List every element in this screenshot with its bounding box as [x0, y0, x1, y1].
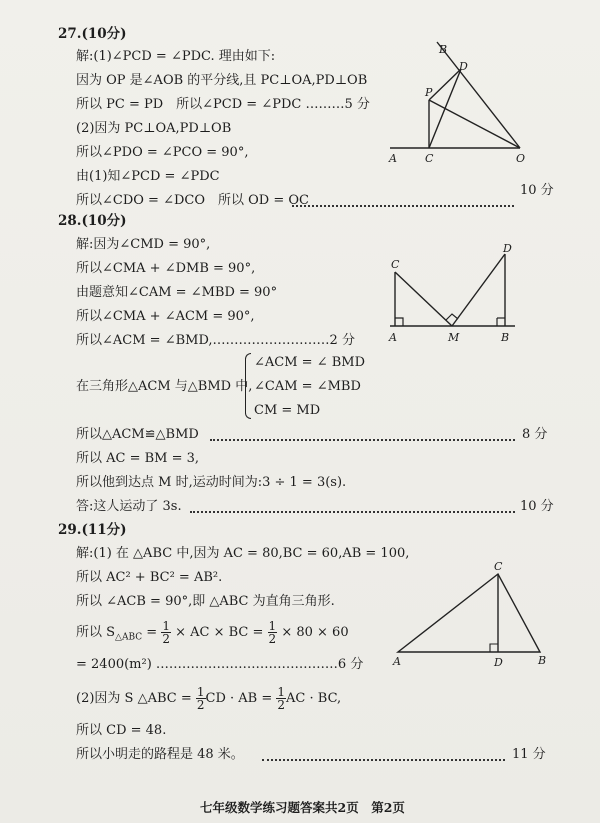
- q27-final-score: 10 分: [520, 183, 554, 198]
- q29-half-den-1: 2: [162, 632, 170, 646]
- q27-label-d: D: [459, 60, 468, 73]
- q28-answer: 答:这人运动了 3s.: [76, 499, 182, 514]
- q28-congruent: 所以△ACM≌△BMD: [76, 427, 199, 442]
- q29-half-den-2: 2: [268, 632, 277, 646]
- q28-congruent-dot-leader: [210, 439, 515, 441]
- q28-label-m: M: [448, 331, 460, 344]
- q28-header: 28.(10分): [58, 213, 127, 229]
- q27-line-4: (2)因为 PC⊥OA,PD⊥OB: [76, 121, 232, 136]
- q28-system-brace: [245, 353, 251, 419]
- q29-area-equals: =: [146, 625, 158, 640]
- q29-part2-formula: [76, 685, 341, 713]
- q27-line-3: 所以 PC = PD 所以∠PCD = ∠PDC ………5 分: [76, 97, 370, 112]
- q29-half-num-3: 1: [196, 685, 205, 699]
- q28-congruent-score: 8 分: [522, 427, 548, 442]
- q27-figure: [385, 40, 535, 170]
- q29-area-formula: [76, 619, 349, 652]
- q27-header: 27.(10分): [58, 26, 127, 42]
- q29-half-fraction-2: [268, 620, 278, 645]
- q28-line-2: 所以∠CMA + ∠DMB = 90°,: [76, 261, 256, 276]
- q28-ac-bm: 所以 AC = BM = 3,: [76, 451, 200, 466]
- q27-label-p: P: [425, 86, 433, 99]
- q29-line-2: 所以 AC² + BC² = AB².: [76, 570, 223, 585]
- q27-line-5: 所以∠PDO = ∠PCO = 90°,: [76, 145, 249, 160]
- q29-half-num-4: 1: [277, 685, 286, 699]
- q29-line-3: 所以 ∠ACB = 90°,即 △ABC 为直角三角形.: [76, 594, 335, 609]
- q29-area-subscript: △ABC: [115, 632, 143, 643]
- q29-area-result: = 2400(m²) ……………………………………6 分: [76, 657, 364, 672]
- q28-triangle-intro: 在三角形△ACM 与△BMD 中,: [76, 379, 253, 394]
- q29-half-den-3: 2: [196, 698, 205, 712]
- q27-dot-leader: [292, 205, 514, 207]
- q29-half-fraction-1: [161, 620, 171, 645]
- q27-label-o: O: [516, 152, 526, 165]
- q29-half-num-1: 1: [162, 619, 170, 633]
- q29-walk-score: 11 分: [512, 747, 546, 762]
- q29-label-b: B: [538, 654, 547, 667]
- q28-label-d: D: [503, 242, 512, 255]
- q27-label-b: B: [439, 43, 448, 56]
- q29-part2-prefix: (2)因为 S △ABC =: [76, 691, 192, 706]
- q29-figure: [390, 560, 560, 680]
- q29-header: 29.(11分): [58, 522, 127, 538]
- q28-figure: [385, 240, 525, 350]
- q29-half-num-2: 1: [268, 619, 277, 633]
- q28-system-1: ∠ACM = ∠ BMD: [254, 355, 366, 370]
- q29-area-prefix: 所以 S: [76, 625, 116, 640]
- q28-answer-score: 10 分: [520, 499, 554, 514]
- q27-line-2: 因为 OP 是∠AOB 的平分线,且 PC⊥OA,PD⊥OB: [76, 73, 368, 88]
- q28-line-5: 所以∠ACM = ∠BMD,………………………2 分: [76, 333, 355, 348]
- q28-system-2: ∠CAM = ∠MBD: [254, 379, 361, 394]
- q27-line-1: 解:(1)∠PCD = ∠PDC. 理由如下:: [76, 49, 276, 64]
- q28-label-c: C: [391, 258, 400, 271]
- q27-label-a: A: [389, 152, 397, 165]
- q29-cd: 所以 CD = 48.: [76, 723, 167, 738]
- q29-area-mid: × AC × BC =: [175, 625, 264, 640]
- q29-label-c: C: [494, 560, 503, 573]
- q29-area-end: × 80 × 60: [281, 625, 349, 640]
- q28-time: 所以他到达点 M 时,运动时间为:3 ÷ 1 = 3(s).: [76, 475, 347, 490]
- page-footer: 七年级数学练习题答案共2页 第2页: [200, 800, 405, 815]
- q29-line-1: 解:(1) 在 △ABC 中,因为 AC = 80,BC = 60,AB = 100,: [76, 546, 410, 561]
- q28-line-1: 解:因为∠CMD = 90°,: [76, 237, 211, 252]
- q29-half-fraction-4: [276, 686, 286, 711]
- q29-part2-mid: CD · AB =: [205, 691, 273, 706]
- q29-label-d: D: [494, 656, 503, 669]
- q28-label-b: B: [501, 331, 510, 344]
- q29-half-den-4: 2: [277, 698, 286, 712]
- q29-part2-end: AC · BC,: [286, 691, 342, 706]
- q28-label-a: A: [389, 331, 397, 344]
- q27-line-7: 所以∠CDO = ∠DCO 所以 OD = OC: [76, 193, 309, 208]
- q29-walk: 所以小明走的路程是 48 米。: [76, 747, 244, 762]
- q29-label-a: A: [393, 655, 401, 668]
- q28-system-3: CM = MD: [254, 403, 321, 418]
- q28-line-4: 所以∠CMA + ∠ACM = 90°,: [76, 309, 255, 324]
- q27-line-6: 由(1)知∠PCD = ∠PDC: [76, 169, 220, 184]
- q28-answer-dot-leader: [190, 511, 515, 513]
- q29-half-fraction-3: [196, 686, 206, 711]
- q28-line-3: 由题意知∠CAM = ∠MBD = 90°: [76, 285, 278, 300]
- q27-label-c: C: [425, 152, 434, 165]
- q29-walk-dot-leader: [262, 759, 505, 761]
